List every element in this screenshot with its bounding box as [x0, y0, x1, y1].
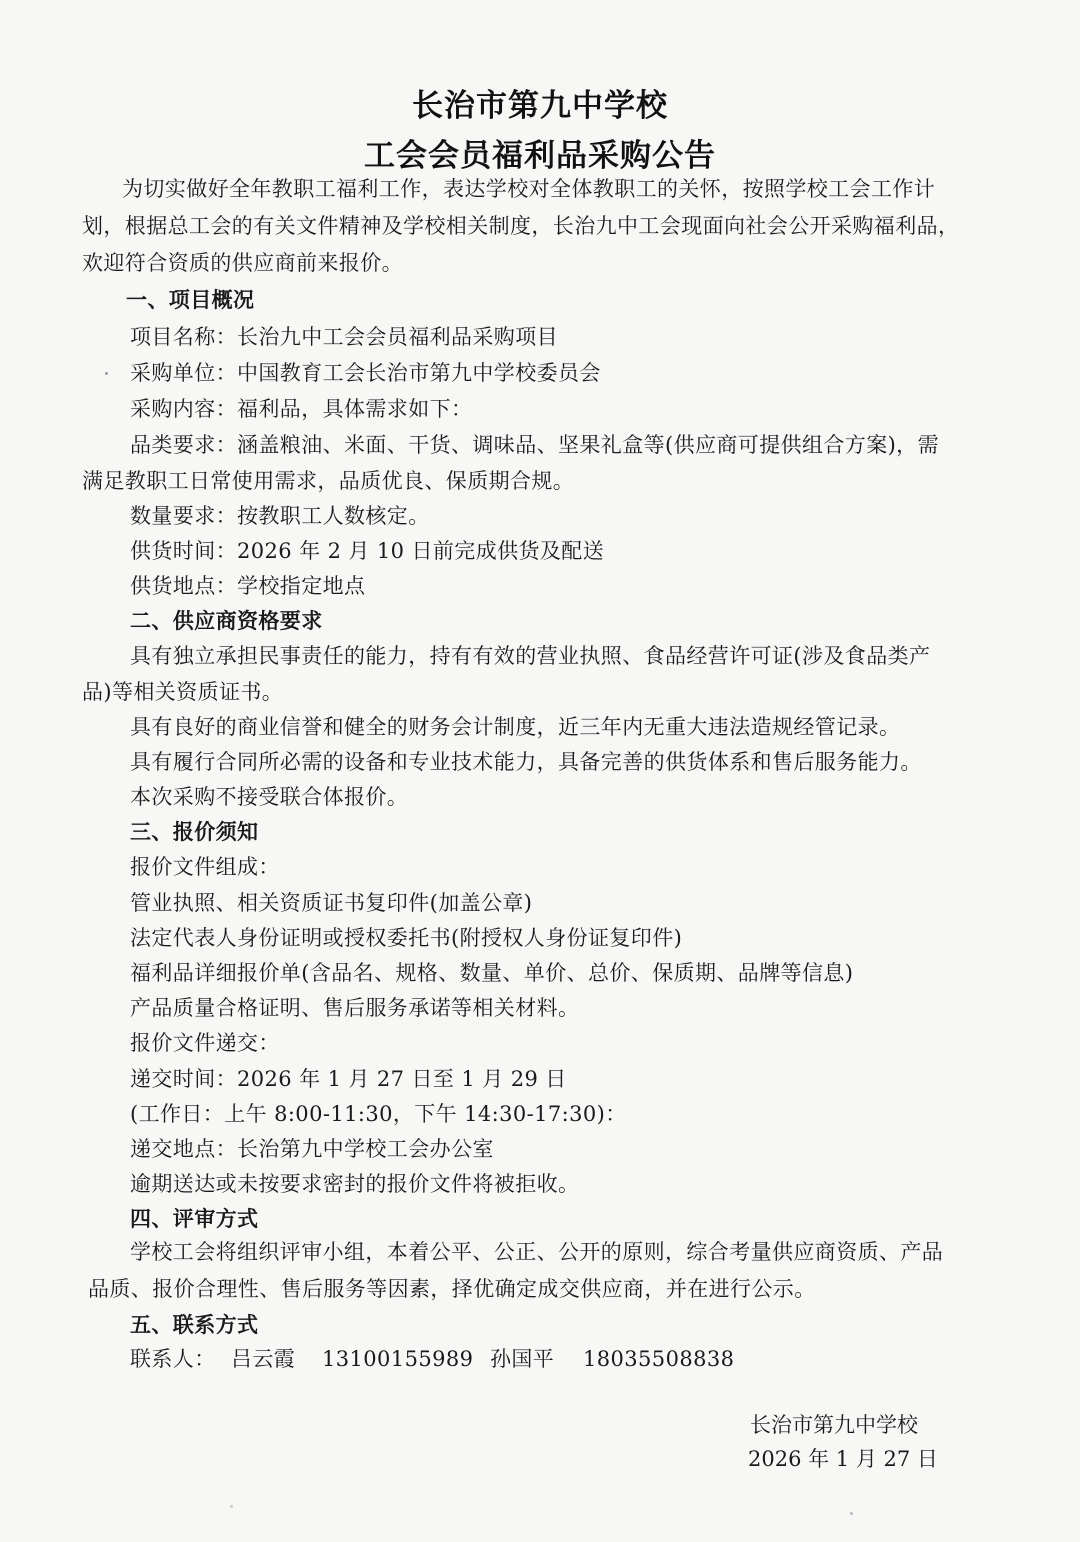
- quantity-requirements: 数量要求：按教职工人数核定。: [130, 504, 430, 528]
- quote-doc-license: 管业执照、相关资质证书复印件(加盖公章): [130, 891, 533, 915]
- review-method-cont: 品质、报价合理性、售后服务等因素，择优确定成交供应商，并在进行公示。: [88, 1277, 816, 1301]
- quote-doc-quality: 产品质量合格证明、售后服务承诺等相关材料。: [130, 996, 580, 1020]
- signature-org: 长治市第九中学校: [750, 1413, 918, 1437]
- project-name: 项目名称：长治九中工会会员福利品采购项目: [130, 325, 558, 349]
- purchase-content: 采购内容：福利品，具体需求如下：: [130, 397, 473, 421]
- section-5-heading: 五、联系方式: [130, 1313, 259, 1337]
- section-3-heading: 三、报价须知: [130, 820, 259, 844]
- section-2-heading: 二、供应商资格要求: [130, 609, 323, 633]
- section-1-heading: 一、项目概况: [126, 288, 255, 312]
- contact-phone-1: 13100155989: [322, 1347, 474, 1371]
- late-rejection: 逾期送达或未按要求密封的报价文件将被拒收。: [130, 1172, 580, 1196]
- scan-speck: [850, 1512, 853, 1515]
- contact-person-2: 孙国平: [490, 1347, 555, 1371]
- quote-docs-composition: 报价文件组成：: [130, 855, 280, 879]
- contact-person-1: 吕云霞: [231, 1347, 296, 1371]
- qualification-1: 具有独立承担民事责任的能力，持有有效的营业执照、食品经营许可证(涉及食品类产: [130, 644, 931, 668]
- quote-submission: 报价文件递交：: [130, 1031, 280, 1055]
- qualification-3: 具有履行合同所必需的设备和专业技术能力，具备完善的供货体系和售后服务能力。: [130, 750, 922, 774]
- signature-date: 2026 年 1 月 27 日: [748, 1447, 938, 1471]
- contact-phone-2: 18035508838: [583, 1347, 735, 1371]
- supply-location: 供货地点：学校指定地点: [130, 574, 366, 598]
- category-requirements-cont: 满足教职工日常使用需求，品质优良、保质期合规。: [82, 469, 575, 493]
- qualification-2: 具有良好的商业信誉和健全的财务会计制度，近三年内无重大违法造规经管记录。: [130, 715, 901, 739]
- intro-line-3: 欢迎符合资质的供应商前来报价。: [82, 251, 403, 275]
- intro-line-1: 为切实做好全年教职工福利工作，表达学校对全体教职工的关怀，按照学校工会工作计: [122, 177, 936, 201]
- quote-doc-price-list: 福利品详细报价单(含品名、规格、数量、单价、总价、保质期、品牌等信息): [130, 961, 854, 985]
- notice-title: 工会会员福利品采购公告: [364, 138, 716, 174]
- school-title: 长治市第九中学校: [412, 88, 668, 124]
- supply-time: 供货时间：2026 年 2 月 10 日前完成供货及配送: [130, 539, 605, 563]
- qualification-1-cont: 品)等相关资质证书。: [82, 680, 284, 704]
- qualification-4: 本次采购不接受联合体报价。: [130, 785, 409, 809]
- category-requirements: 品类要求：涵盖粮油、米面、干货、调味品、坚果礼盒等(供应商可提供组合方案)，需: [130, 433, 939, 457]
- scan-speck: [230, 1505, 233, 1508]
- submission-location: 递交地点：长治第九中学校工会办公室: [130, 1137, 494, 1161]
- purchaser: 采购单位：中国教育工会长治市第九中学校委员会: [130, 361, 601, 385]
- review-method: 学校工会将组织评审小组，本着公平、公正、公开的原则，综合考量供应商资质、产品: [130, 1240, 944, 1264]
- working-hours: (工作日：上午 8:00-11:30，下午 14:30-17:30)：: [130, 1102, 627, 1126]
- quote-doc-authorization: 法定代表人身份证明或授权委托书(附授权人身份证复印件): [130, 926, 683, 950]
- contact-label: 联系人：: [130, 1347, 216, 1371]
- section-4-heading: 四、评审方式: [130, 1207, 259, 1231]
- intro-line-2: 划，根据总工会的有关文件精神及学校相关制度，长治九中工会现面向社会公开采购福利品，: [82, 214, 960, 238]
- submission-time: 递交时间：2026 年 1 月 27 日至 1 月 29 日: [130, 1067, 567, 1091]
- scan-speck: [105, 372, 108, 375]
